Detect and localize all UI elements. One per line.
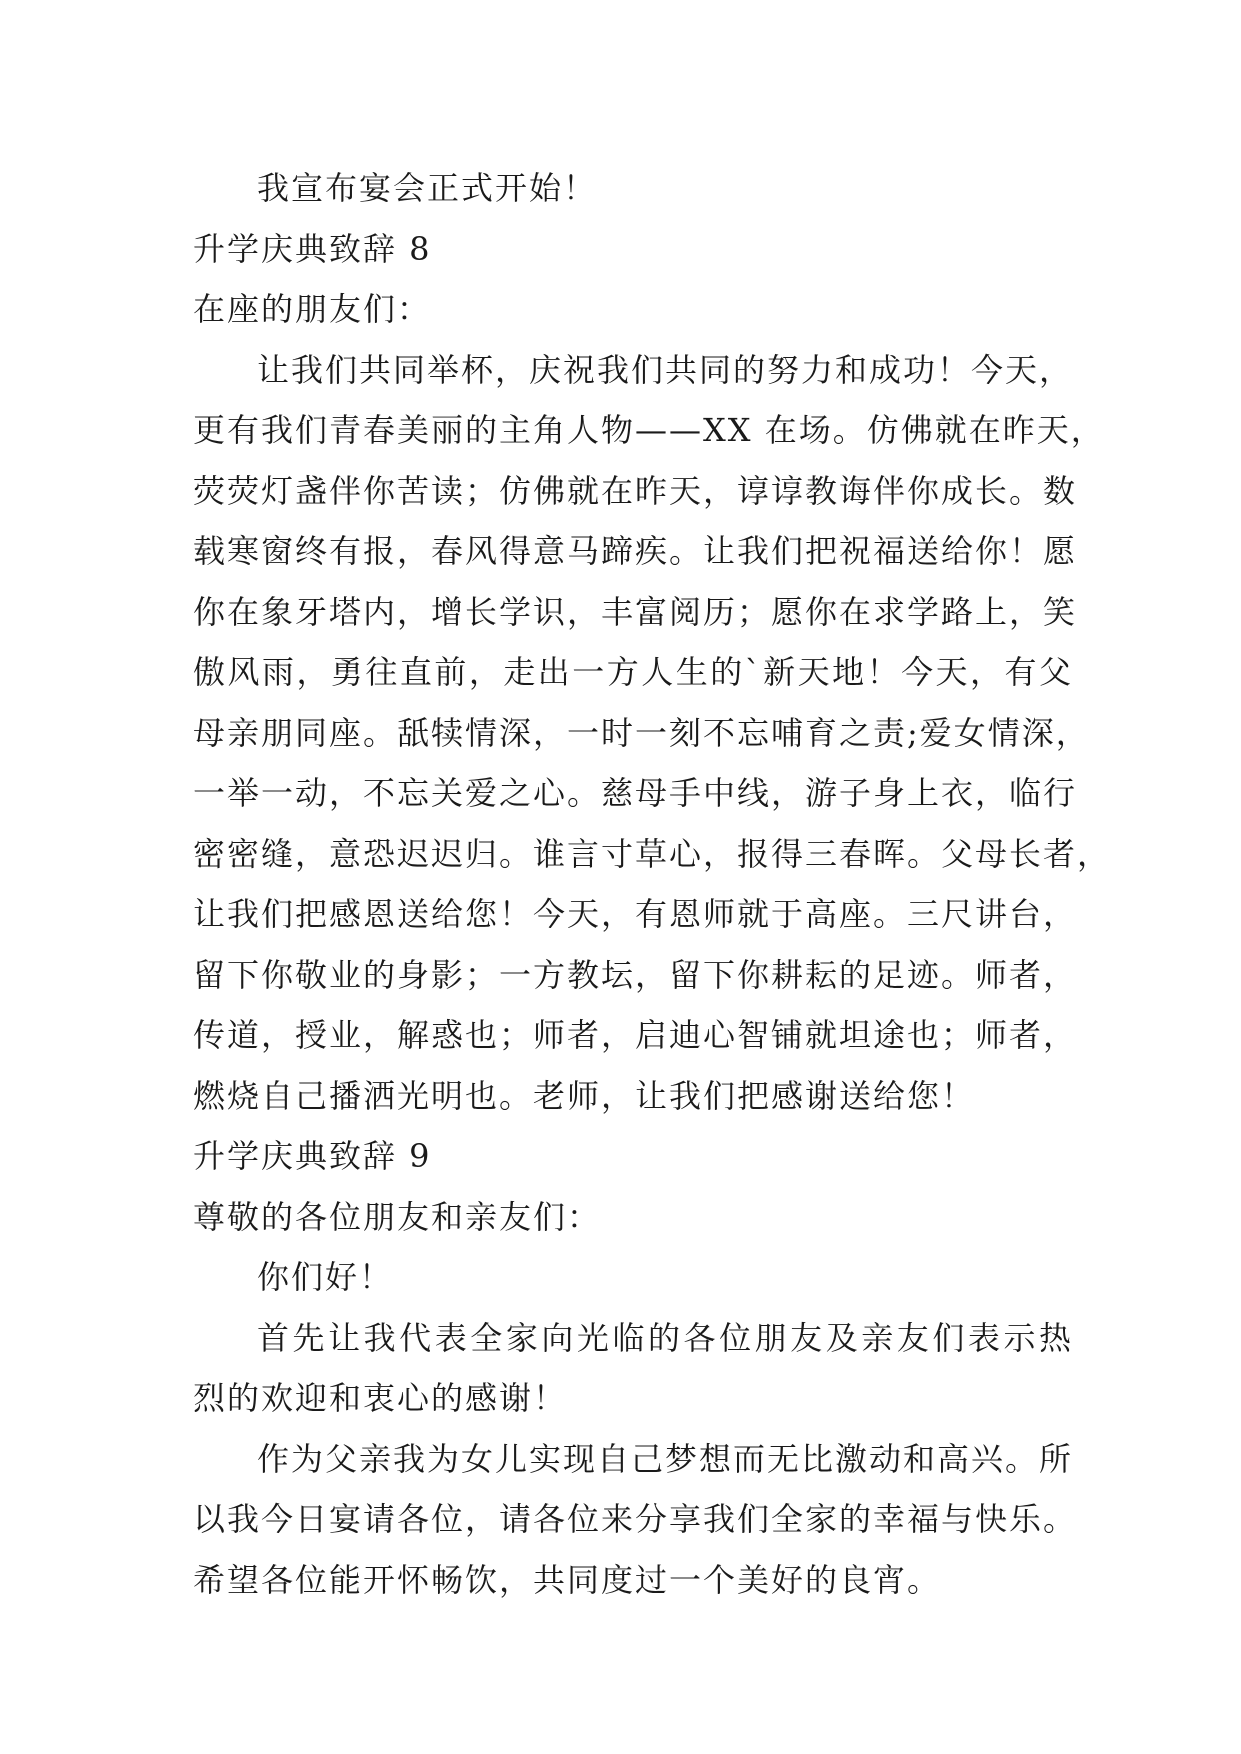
text-line: 传道，授业，解惑也；师者，启迪心智铺就坦途也；师者， [193, 1016, 1078, 1054]
speech-paragraph-9-1 [193, 1308, 1073, 1429]
document-body [193, 158, 1112, 1610]
text-line: 作为父亲我为女儿实现自己梦想而无比激动和高兴。所 [257, 1439, 1074, 1478]
speech-paragraph-8 [193, 340, 1112, 1127]
text-line: 以我今日宴请各位，请各位来分享我们全家的幸福与快乐。 [193, 1500, 1078, 1538]
text-line: 希望各位能开怀畅饮，共同度过一个美好的良宵。 [193, 1560, 942, 1599]
speech-paragraph-9-2 [193, 1429, 1078, 1611]
greeting-9: 你们好！ [257, 1258, 394, 1296]
text-line: 烈的欢迎和衷心的感谢！ [193, 1379, 568, 1417]
text-line: 让我们把感恩送给您！今天，有恩师就于高座。三尺讲台， [193, 895, 1078, 933]
text-line: 密密缝，意恐迟迟归。谁言寸草心，报得三春晖。父母长者， [193, 834, 1112, 873]
text-line: 燃烧自己播洒光明也。老师，让我们把感谢送给您！ [193, 1076, 976, 1115]
salutation-8: 在座的朋友们： [193, 290, 432, 328]
text-line: 你在象牙塔内，增长学识，丰富阅历；愿你在求学路上，笑 [193, 592, 1078, 631]
salutation-9: 尊敬的各位朋友和亲友们： [193, 1197, 602, 1236]
section-heading-9: 升学庆典致辞 9 [193, 1137, 432, 1175]
opening-line: 我宣布宴会正式开始！ [257, 169, 598, 207]
text-line: 荧荧灯盏伴你苦读；仿佛就在昨天，谆谆教诲伴你成长。数 [193, 471, 1078, 510]
text-line: 留下你敬业的身影；一方教坛，留下你耕耘的足迹。师者， [193, 955, 1078, 994]
text-line: 更有我们青春美丽的主角人物——XX 在场。仿佛就在昨天， [193, 411, 1105, 449]
text-line: 首先让我代表全家向光临的各位朋友及亲友们表示热 [257, 1318, 1073, 1357]
text-line: 母亲朋同座。舐犊情深，一时一刻不忘哺育之责;爱女情深， [193, 713, 1090, 752]
text-line: 载寒窗终有报，春风得意马蹄疾。让我们把祝福送给你！愿 [193, 532, 1078, 570]
text-line: 让我们共同举杯，庆祝我们共同的努力和成功！今天， [257, 350, 1074, 389]
section-heading-8: 升学庆典致辞 8 [193, 229, 432, 268]
text-line: 傲风雨，勇往直前，走出一方人生的`新天地！今天，有父 [193, 653, 1073, 691]
text-line: 一举一动，不忘关爱之心。慈母手中线，游子身上衣，临行 [193, 774, 1078, 812]
